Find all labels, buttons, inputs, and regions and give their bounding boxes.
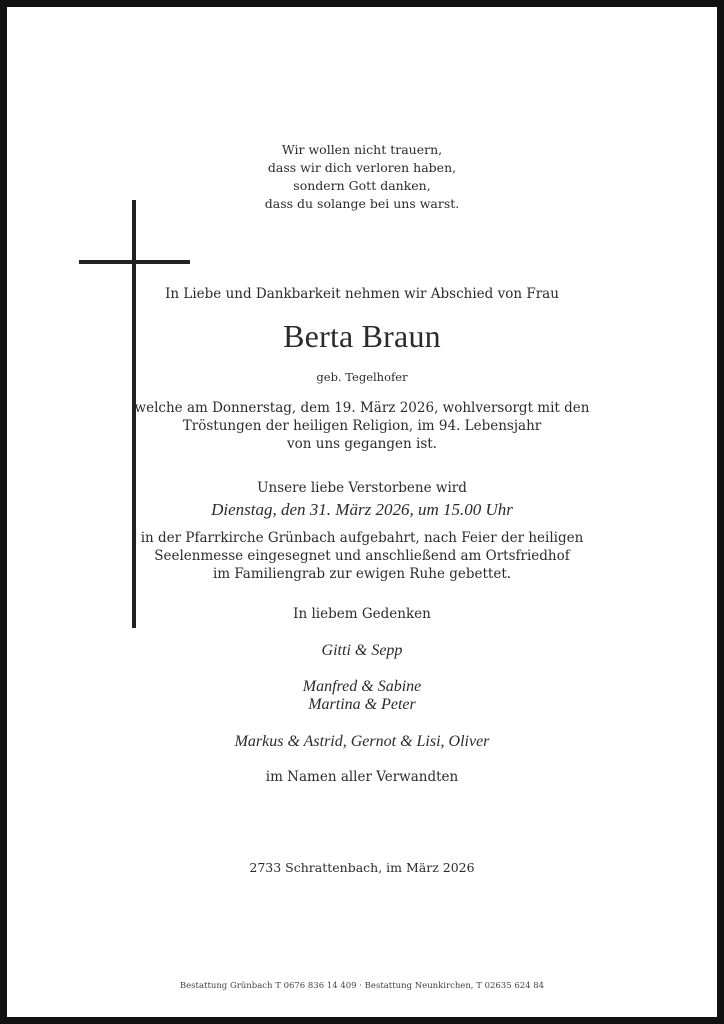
poem-line-1: Wir wollen nicht trauern, [281, 142, 443, 157]
relatives-closing: im Namen aller Verwandten [265, 769, 459, 785]
place-date: 2733 Schrattenbach, im März 2026 [249, 860, 475, 875]
funeral-intro: Unsere liebe Verstorbene wird [257, 480, 467, 496]
poem-line-2: dass wir dich verloren haben, [267, 160, 457, 175]
cross-icon-horizontal-bar [79, 260, 190, 264]
passing-line-3: von uns gegangen ist. [287, 436, 437, 452]
deceased-name: Berta Braun [283, 318, 441, 354]
funeral-line-3: im Familiengrab zur ewigen Ruhe gebettet. [212, 566, 512, 582]
memory-title: In liebem Gedenken [293, 606, 431, 622]
poem-line-4: dass du solange bei uns warst. [264, 196, 460, 211]
mourner-group-2-line-2: Martina & Peter [308, 696, 416, 713]
intro-text: In Liebe und Dankbarkeit nehmen wir Abschied von Frau [165, 286, 559, 302]
passing-line-2: Tröstungen der heiligen Religion, im 94. Lebensjahr [182, 418, 542, 434]
footer-contact: Bestattung Grünbach T 0676 836 14 409 · Bestattung Neunkirchen, T 02635 624 84 [179, 981, 545, 991]
funeral-date: Dienstag, den 31. März 2026, um 15.00 Uhr [211, 500, 513, 519]
mourner-group-1: Gitti & Sepp [321, 642, 403, 659]
poem-line-3: sondern Gott danken, [293, 178, 431, 193]
funeral-line-1: in der Pfarrkirche Grünbach aufgebahrt, nach Feier der heiligen [140, 530, 584, 546]
passing-line-1: welche am Donnerstag, dem 19. März 2026, wohlversorgt mit den [134, 400, 590, 416]
mourner-group-3: Markus & Astrid, Gernot & Lisi, Oliver [234, 733, 490, 750]
funeral-line-2: Seelenmesse eingesegnet und anschließend am Ortsfriedhof [154, 548, 570, 564]
mourner-group-2-line-1: Manfred & Sabine [302, 678, 422, 695]
birth-name: geb. Tegelhofer [316, 370, 408, 384]
